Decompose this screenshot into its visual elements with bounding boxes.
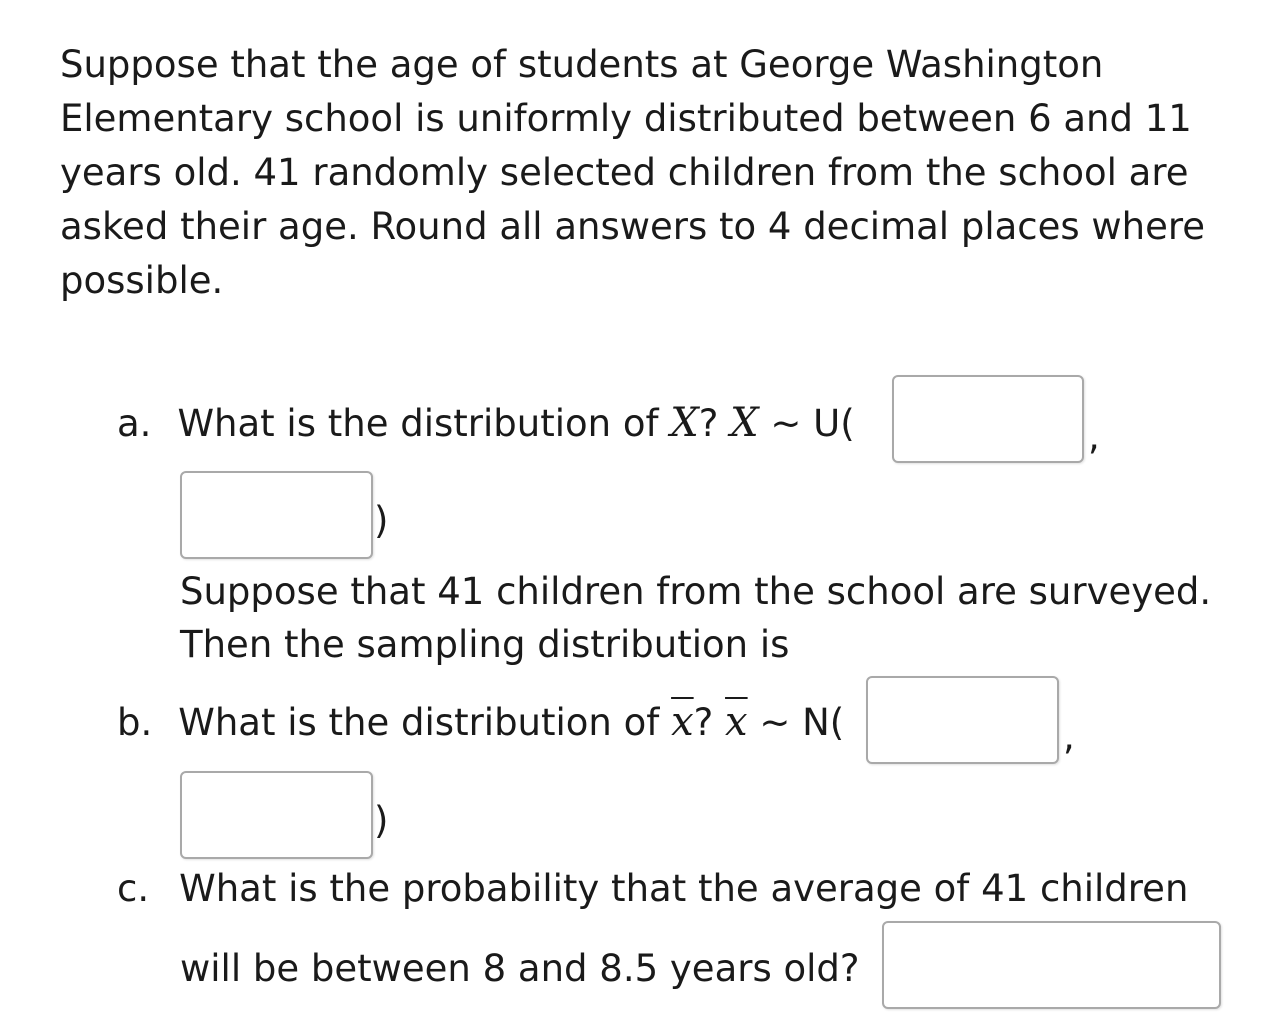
part-b-answer-1-input[interactable] <box>866 676 1059 764</box>
part-b-question <box>117 695 844 750</box>
part-a-marker: a. <box>117 402 152 445</box>
part-b-sample-mean: $\overline{x}$ <box>671 699 694 745</box>
problem-intro: Suppose that the age of students at George Washington Elementary school is uniformly distributed between 6 and 11 years old. 41 randomly selected children from the school are asked their age. Round all answers to 4 decimal places where possible. <box>60 43 1206 302</box>
part-a-answer-2-input[interactable] <box>180 471 373 559</box>
part-a-text: What is the distribution of <box>177 402 671 445</box>
part-a-variable-2: X <box>730 400 759 446</box>
part-c-answer-input[interactable] <box>882 921 1221 1009</box>
part-b-marker: b. <box>117 701 153 744</box>
part-a-distribution-label: ~ U( <box>758 402 855 445</box>
part-a-answer-1-input[interactable] <box>892 375 1084 463</box>
part-c-question-line-2: will be between 8 and 8.5 years old? <box>180 947 860 990</box>
part-c-marker: c. <box>117 867 150 910</box>
part-b-sample-mean-2: $\overline{x}$ <box>725 699 748 745</box>
transition-line-2: Then the sampling distribution is <box>180 623 790 666</box>
part-a-comma: , <box>1088 415 1100 458</box>
part-c-question-line-1 <box>117 862 1188 916</box>
part-b-text: What is the distribution of <box>178 701 672 744</box>
part-a-question <box>117 396 855 451</box>
part-b-close-paren: ) <box>374 799 389 842</box>
part-b-comma: , <box>1063 715 1075 758</box>
part-b-question-mark: ? <box>693 701 726 744</box>
part-a-variable: X <box>670 400 699 446</box>
part-c-text-1: What is the probability that the average of 41 children <box>179 867 1189 910</box>
part-b-distribution-label: ~ N( <box>747 701 845 744</box>
transition-line-1: Suppose that 41 children from the school are surveyed. <box>180 570 1212 613</box>
part-b-answer-2-input[interactable] <box>180 771 373 859</box>
part-a-question-mark: ? <box>698 402 731 445</box>
part-a-close-paren: ) <box>374 499 389 542</box>
